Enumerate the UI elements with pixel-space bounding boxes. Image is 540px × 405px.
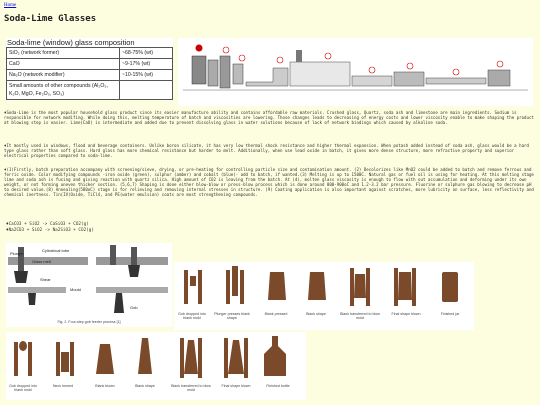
step-caption: Gob dropped into blank mold [178,312,206,320]
figure-caption: Fig. 2. Four-step gob feeder process [1] [57,320,121,324]
step-caption: Blank blown [95,384,115,388]
label-mould: Mould [70,287,81,292]
step-caption: Neck formed [52,384,74,388]
page-title: Soda-Lime Glasses [4,14,97,24]
composition-table [6,47,173,100]
composition-row [7,59,173,70]
step-caption: Blank shape [135,384,155,388]
component-name: CaO [7,59,120,70]
gob-feeder-illustration [6,243,172,319]
step-caption: Finished bottle [266,384,290,388]
press-blow-sequence [174,262,474,330]
label-glass-melt: Glass melt [32,259,51,264]
press-blow-illustration [174,262,474,312]
composition-row [7,48,173,59]
paragraph-intro: ♦Soda-Lime is the most popular household glass product since its easier manufacture ability and contains affordable raw materials. Crushed glass, Quartz, soda ash and limestone are main ingredients. Sodium is responsible for network modifing. While doing this, melting temperature of batch and viscosities are lowering. Those changes leads to decreasing of energy costs and lower viscosity enable to make shaping the product at blowing step is easier. Lime(CaO) is intermediate and added due to prevent dissolving glass in water solutions because of lack of network bindings which caused by alkaline soda. [4,110,537,126]
component-name: Na₂O (network modifier) [7,70,120,81]
component-value: ~9-17% (wt) [120,59,173,70]
label-cylindrical-tube: Cylindrical tube [42,248,70,253]
component-value: ~68-75% (wt) [120,48,173,59]
composition-row [7,81,173,100]
home-link[interactable]: Home [4,3,17,8]
step-caption: Finished jar [440,312,460,316]
label-gob: Gob [130,305,138,310]
equation-na2co3: ♦Na2CO3 + SiO2 -> Na2SiO3 + CO2(g) [6,228,94,233]
component-value: ~10-15% (wt) [120,70,173,81]
label-shear: Shear [40,277,51,282]
step-caption: Plunger presses blank shape [214,312,250,320]
composition-row [7,70,173,81]
composition-title: Soda-lime (window) glass composition [7,38,135,47]
gob-feeder-figure [6,243,172,327]
blow-blow-sequence [6,332,306,400]
production-line-illustration [178,38,533,106]
blow-blow-illustration [6,332,306,384]
step-caption: Final shape blown [391,312,421,316]
paragraph-uses: ♦It mostly used in windows, flood and beverage containers. Unlike boron silicate, it has very low thermal shock resistance and higher thermal expansion. When potash added instead of soda ash, glass would be a hard type glass rather than soft glass. Hard glass has more chemical resistance but harder to melt. Additionally, when use lead oxide in batch, it gives more dense structure, more refractive property and superior electrical properties compared to soda-lime. [4,143,532,159]
step-caption: Blank pressed [264,312,288,316]
step-caption: Blank transferred to blow mold [171,384,211,392]
component-name: SiO₂ (network former) [7,48,120,59]
step-caption: Blank transferred to blow mold [340,312,380,320]
component-value [120,81,173,100]
composition-box [6,38,173,100]
paragraph-process: ♦(1)Firstly, batch preparation accompany with screening/sieve, drying, or pre-heating for controlling particle size and contamination amount. (2) Decolorizes like MnO2 could be added to batch and remove ferrous and ferric oxide. Color modifying compounds -iron oxide (green), sulphur (amber) and cobalt (blue)- add to batch, if wanted.(3) Melting is up to 1500C. Natural gas or fuel oil is using for heating. At this melting stage lime and soda ash is fusing and giving reaction with quartz silica. High amount of CO2 is leaving from the batch. At (4), molten glass viscosity is enough to flow with out accumulation and deforming under its own weight, or not forming uneven thicker section. (5,6,7) Shaping is done either blow-blow or press-blow process which is done around 800-900oC and 1.2-3.2 bar pressure. Fluorine or sulphure gas blowing to decrease pH to desired value.(8) Annealing(580oC) stage is for relieving and removing internal stresses in structure. (9) Coating application is also important against scratches, more lubricity on surface, less reflectivity and chemical inertness. Tin(IV)Oxide, TiCl4, and PE(water emulsion) coats are most strengthening compounds. [4,167,537,198]
step-caption: Final shape blown [221,384,251,388]
equation-caco3: ♦CaCO3 + SiO2 -> CaSiO3 + CO2(g) [6,222,89,227]
step-caption: Blank shape [306,312,326,316]
production-line-diagram [178,38,533,106]
label-plunger: Plunger [10,251,24,256]
step-caption: Gob dropped into blank mold [9,384,37,392]
component-name: Small amounts of other compounds (Al₂O₃, K₂O, MgO, Fe₂O₃, SO₃) [7,81,120,100]
